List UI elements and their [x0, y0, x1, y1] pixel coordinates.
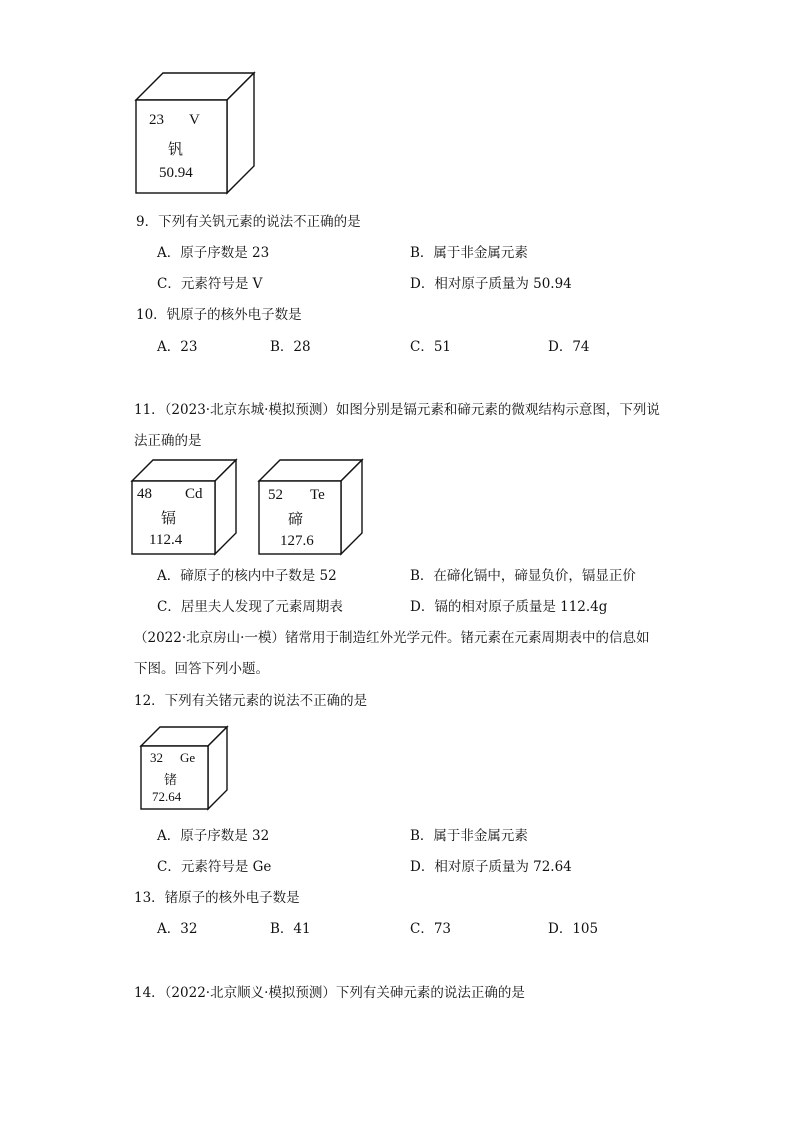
q9-option-c[interactable]: C．元素符号是 V: [157, 276, 263, 292]
atomic-number: 23: [149, 112, 164, 128]
q12-option-b[interactable]: B．属于非金属元素: [410, 828, 528, 844]
q10-option-c[interactable]: C．51: [410, 339, 452, 355]
atomic-mass: 112.4: [149, 532, 183, 548]
q9-option-a[interactable]: A．原子序数是 23: [157, 245, 270, 261]
element-name: 钒: [168, 140, 184, 158]
cube-outline: [131, 459, 237, 555]
question-12-stem: 12．下列有关锗元素的说法不正确的是: [134, 693, 368, 709]
q9-option-d[interactable]: D．相对原子质量为 50.94: [410, 276, 572, 292]
q13-option-b[interactable]: B．41: [270, 921, 311, 937]
germanium-intro-line1: （2022·北京房山·一模）锗常用于制造红外光学元件。锗元素在元素周期表中的信息如: [134, 630, 650, 646]
element-symbol: Te: [310, 487, 325, 503]
question-13-stem: 13．锗原子的核外电子数是: [134, 890, 300, 906]
atomic-mass: 127.6: [280, 533, 314, 549]
atomic-mass: 50.94: [159, 165, 193, 181]
element-card-germanium: [140, 726, 228, 810]
q11-option-c[interactable]: C．居里夫人发现了元素周期表: [157, 599, 343, 615]
q10-option-d[interactable]: D．74: [548, 339, 590, 355]
atomic-mass: 72.64: [152, 789, 182, 804]
element-symbol: Ge: [180, 750, 196, 765]
question-14-stem: 14．（2022·北京顺义·模拟预测）下列有关砷元素的说法正确的是: [134, 985, 525, 1001]
q12-option-a[interactable]: A．原子序数是 32: [157, 828, 270, 844]
element-name: 碲: [288, 510, 304, 528]
q12-option-d[interactable]: D．相对原子质量为 72.64: [410, 859, 572, 875]
q10-option-b[interactable]: B．28: [270, 339, 311, 355]
q10-option-a[interactable]: A．23: [157, 339, 198, 355]
question-9-stem: 9．下列有关钒元素的说法不正确的是: [136, 214, 361, 230]
q12-option-c[interactable]: C．元素符号是 Ge: [157, 859, 272, 875]
element-name: 镉: [161, 509, 177, 527]
element-symbol: Cd: [185, 486, 203, 502]
q11-option-d[interactable]: D．镉的相对原子质量是 112.4g: [410, 599, 608, 615]
atomic-number: 32: [150, 750, 163, 765]
element-name: 锗: [164, 773, 178, 788]
germanium-intro-line2: 下图。回答下列小题。: [134, 661, 269, 677]
element-card-tellurium: [258, 459, 363, 555]
q13-option-c[interactable]: C．73: [410, 921, 452, 937]
atomic-number: 48: [137, 486, 152, 502]
question-11-stem-line1: 11．（2023·北京东城·模拟预测）如图分别是镉元素和碲元素的微观结构示意图，下列说: [134, 402, 660, 418]
element-card-vanadium: [135, 72, 255, 194]
q11-option-a[interactable]: A．碲原子的核内中子数是 52: [157, 568, 337, 584]
cube-outline: [135, 72, 255, 194]
q13-option-a[interactable]: A．32: [157, 921, 198, 937]
element-symbol: V: [189, 112, 200, 128]
element-card-cadmium: [131, 459, 237, 555]
q11-option-b[interactable]: B．在碲化镉中，碲显负价，镉显正价: [410, 568, 636, 584]
question-11-stem-line2: 法正确的是: [134, 433, 202, 449]
q13-option-d[interactable]: D．105: [548, 921, 599, 937]
atomic-number: 52: [268, 487, 283, 503]
q9-option-b[interactable]: B．属于非金属元素: [410, 245, 528, 261]
question-10-stem: 10．钒原子的核外电子数是: [136, 307, 302, 323]
